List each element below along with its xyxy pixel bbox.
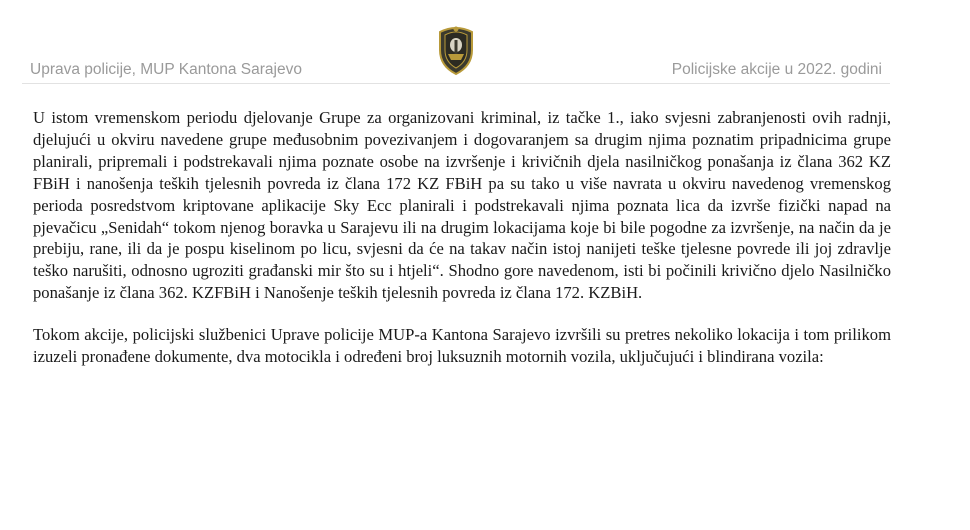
header-document-title: Policijske akcije u 2022. godini — [671, 61, 882, 78]
header-organization: Uprava policije, MUP Kantona Sarajevo — [30, 61, 302, 78]
document-body — [33, 107, 891, 368]
header-divider — [22, 83, 890, 84]
paragraph-criminal-group: U istom vremenskom periodu djelovanje Grupe za organizovani kriminal, iz tačke 1., iako svjesni zabranjenosti ovih radnji, djelujući u okviru navedene grupe međusobnim povezivanjem i dogovaranjem sa drugim njima poznatim pripadnicima grupe planirali, pripremali i podstrekavali njima poznate osobe na izvršenje i krivičnih djela nasilničkog ponašanja iz člana 362 KZ FBiH i nanošenja teških tjelesnih povreda iz člana 172 KZ FBiH pa su tako u više navrata u okviru navedenog vremenskog perioda posredstvom kriptovane aplikacije Sky Ecc planirali i podstrekavali njima poznata lica da izvrše fizički napad na pjevačicu „Senidah“ tokom njenog boravka u Sarajevu ili na drugim lokacijama koje bi bile pogodne za izvršenje, na način da je prebiju, rane, ili da je pospu kiselinom po licu, svjesni da će na takav način istoj nanijeti teške tjelesne povrede ili joj zdravlje teško narušiti, odnosno ugroziti građanski mir što su i htjeli“. Shodno gore navedenom, isti bi počinili krivično djelo Nasilničko ponašanje iz člana 362. KZFBiH i Nanošenje teških tjelesnih povreda iz člana 172. KZBiH. — [33, 108, 891, 303]
police-shield-emblem-icon — [436, 24, 476, 76]
paragraph-police-action: Tokom akcije, policijski službenici Uprave policije MUP-a Kantona Sarajevo izvršili su pretres nekoliko lokacija i tom prilikom izuzeli pronađene dokumente, dva motocikla i određeni broj luksuznih motornih vozila, uključujući i blindirana vozila: — [33, 325, 891, 367]
page-header — [0, 0, 970, 90]
